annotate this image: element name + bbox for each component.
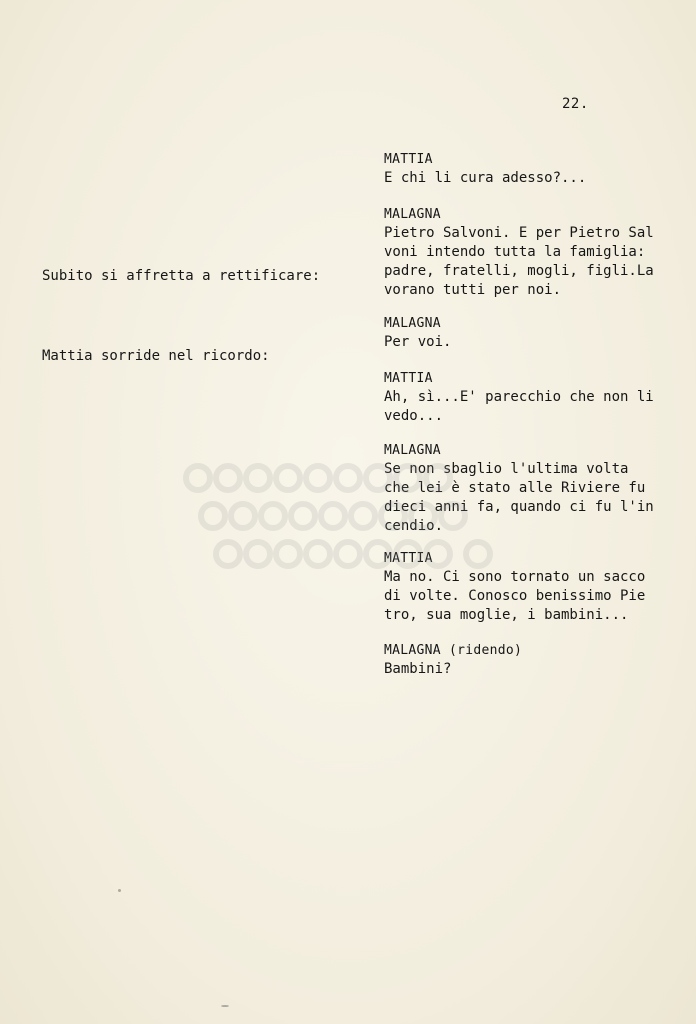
dialogue-line: vedo... xyxy=(384,408,444,424)
dialogue-line: Ma no. Ci sono tornato un sacco xyxy=(384,569,646,585)
speaker-name: MALAGNA xyxy=(384,207,441,222)
dialogue-line: che lei è stato alle Riviere fu xyxy=(384,480,646,496)
watermark-stamp xyxy=(178,458,508,576)
speaker-name: MALAGNA xyxy=(384,316,441,331)
dialogue-block xyxy=(384,150,684,188)
speaker-name: MATTIA xyxy=(384,152,433,167)
stage-direction-1: Subito si affretta a rettificare: xyxy=(42,268,321,284)
dialogue-line: Ah, sì...E' parecchio che non li xyxy=(384,389,654,405)
dialogue-block xyxy=(384,314,684,352)
dialogue-line: Pietro Salvoni. E per Pietro Sal xyxy=(384,225,654,241)
dialogue-line: Per voi. xyxy=(384,334,452,350)
dialogue-line: tro, sua moglie, i bambini... xyxy=(384,607,629,623)
dialogue-line: padre, fratelli, mogli, figli.La xyxy=(384,263,654,279)
dialogue-line: vorano tutti per noi. xyxy=(384,282,562,298)
paper-speck xyxy=(118,889,121,892)
speaker-name: MALAGNA (ridendo) xyxy=(384,643,523,658)
speaker-name: MATTIA xyxy=(384,551,433,566)
page-number: 22. xyxy=(562,96,589,112)
dialogue-line: di volte. Conosco benissimo Pie xyxy=(384,588,646,604)
dialogue-line: voni intendo tutta la famiglia: xyxy=(384,244,646,260)
dialogue-line: cendio. xyxy=(384,518,444,534)
dialogue-block xyxy=(384,369,684,426)
dialogue-line: Bambini? xyxy=(384,661,452,677)
stage-direction-2: Mattia sorride nel ricordo: xyxy=(42,348,270,364)
speaker-name: MATTIA xyxy=(384,371,433,386)
paper-speck xyxy=(221,1005,229,1007)
dialogue-line: E chi li cura adesso?... xyxy=(384,170,587,186)
speaker-name: MALAGNA xyxy=(384,443,441,458)
dialogue-block xyxy=(384,205,684,300)
dialogue-block xyxy=(384,641,684,679)
dialogue-line: dieci anni fa, quando ci fu l'in xyxy=(384,499,654,515)
dialogue-line: Se non sbaglio l'ultima volta xyxy=(384,461,629,477)
